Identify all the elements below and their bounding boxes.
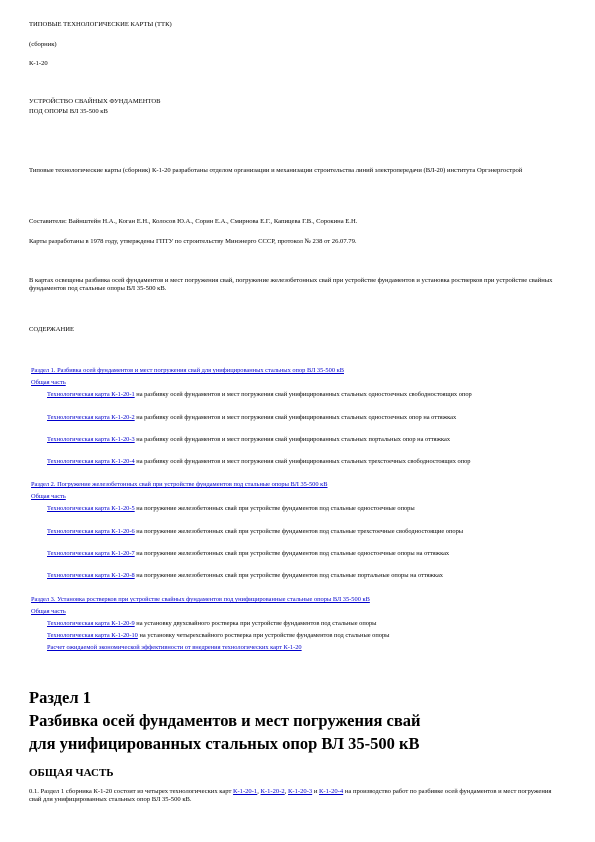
toc-s2-general-link[interactable]: Общая часть — [31, 493, 66, 500]
para-sep-1: , — [257, 788, 261, 795]
toc-k1-text: на разбивку осей фундаментов и мест погружения свай унифицированных стальных одностоечных свободностоящих опор — [134, 391, 472, 398]
toc-k5-link[interactable]: Технологическая карта К-1-20-5 — [47, 505, 135, 512]
toc-item-k4 — [47, 458, 565, 467]
toc-item-k10 — [47, 632, 565, 641]
toc-k1-link[interactable]: Технологическая карта К-1-20-1 — [47, 391, 135, 398]
para-sep-2: , — [284, 788, 289, 795]
toc-k3-text: на разбивку осей фундаментов и мест погружения свай унифицированных стальных портальных опор на оттяжках — [134, 436, 451, 443]
doc-title-line-2: ПОД ОПОРЫ ВЛ 35-500 кВ — [29, 108, 108, 115]
general-part-heading: ОБЩАЯ ЧАСТЬ — [29, 767, 114, 779]
authors-paragraph: Составители: Вайнштейн Н.А., Коган Е.Н., Колосов Ю.А., Сорин Е.А., Смирнова Е.Г., Капицева Г.В., Сорокина Е.Н. — [29, 218, 358, 225]
toc-k4-link[interactable]: Технологическая карта К-1-20-4 — [47, 458, 135, 465]
doc-title-line-1: УСТРОЙСТВО СВАЙНЫХ ФУНДАМЕНТОВ — [29, 98, 161, 105]
header-line-2: (сборник) — [29, 41, 57, 48]
para-link-k2[interactable]: К-1-20-2 — [260, 788, 285, 795]
toc-k5-text: на погружение железобетонных свай при устройстве фундаментов под стальные одностоечные опоры — [134, 505, 415, 512]
toc-item-k2 — [47, 414, 565, 423]
toc-calc-link[interactable]: Расчет ожидаемой экономической эффективности от внедрения технологических карт К-1-20 — [47, 644, 302, 651]
para-link-k3[interactable]: К-1-20-3 — [288, 788, 313, 795]
toc-section-1-link[interactable]: Раздел 1. Разбивка осей фундаментов и мест погружения свай для унифицированных стальных опор ВЛ 35-500 кВ — [31, 367, 344, 374]
toc-k9-link[interactable]: Технологическая карта К-1-20-9 — [47, 620, 135, 627]
toc-s1-general-link[interactable]: Общая часть — [31, 379, 66, 386]
para-text-end: на производство работ по разбивке осей фундаментов и мест погружения свай для унифицированных стальных опор ВЛ 35-500 кВ. — [29, 788, 552, 804]
toc-s1-general[interactable] — [31, 379, 565, 388]
toc-section-1[interactable] — [31, 367, 565, 376]
toc-k8-link[interactable]: Технологическая карта К-1-20-8 — [47, 572, 135, 579]
header-line-1: ТИПОВЫЕ ТЕХНОЛОГИЧЕСКИЕ КАРТЫ (ТТК) — [29, 21, 172, 28]
para-link-k1[interactable]: К-1-20-1 — [233, 788, 258, 795]
toc-k10-link[interactable]: Технологическая карта К-1-20-10 — [47, 632, 138, 639]
section-title-line-2: для унифицированных стальных опор ВЛ 35-500 кВ — [29, 734, 420, 753]
para-link-k4[interactable]: К-1-20-4 — [319, 788, 344, 795]
toc-k6-link[interactable]: Технологическая карта К-1-20-6 — [47, 528, 135, 535]
para-and: и — [312, 788, 320, 795]
section-number: Раздел 1 — [29, 688, 91, 707]
toc-item-k7 — [47, 550, 565, 559]
para-text-start: 0.1. Раздел 1 сборника К-1-20 состоит из четырех технологических карт — [29, 788, 234, 795]
toc-section-3[interactable] — [31, 596, 565, 605]
toc-section-2-link[interactable]: Раздел 2. Погружение железобетонных свай при устройстве фундаментов под стальные опоры ВЛ 35-500 кВ — [31, 481, 328, 488]
toc-s3-general-link[interactable]: Общая часть — [31, 608, 66, 615]
toc-item-k8 — [47, 572, 565, 581]
toc-s2-general[interactable] — [31, 493, 565, 502]
toc-k7-link[interactable]: Технологическая карта К-1-20-7 — [47, 550, 135, 557]
intro-paragraph: Типовые технологические карты (сборник) К-1-20 разработаны отделом организации и механизации строительства линий электропередачи (ВЛ-20) института Оргэнергострой — [29, 167, 523, 174]
toc-item-k1 — [47, 391, 565, 400]
toc-k4-text: на разбивку осей фундаментов и мест погружения свай унифицированных стальных трехстоечных свободностоящих опор — [134, 458, 471, 465]
section-title-line-1: Разбивка осей фундаментов и мест погружения свай — [29, 711, 421, 730]
toc-k7-text: на погружение железобетонных свай при устройстве фундаментов под стальные одностоечные опоры на оттяжках — [134, 550, 450, 557]
toc-k2-link[interactable]: Технологическая карта К-1-20-2 — [47, 414, 135, 421]
contents-heading: СОДЕРЖАНИЕ — [29, 326, 75, 333]
toc-k8-text: на погружение железобетонных свай при устройстве фундаментов под стальные портальные опоры на оттяжках — [134, 572, 443, 579]
scope-paragraph: В картах освещены разбивка осей фундаментов и мест погружения свай, погружение железобетонных свай при устройстве фундаментов и установка ростверков при устройстве свайных фундаментов под стальные опоры ВЛ 35-500 кВ. — [29, 277, 553, 293]
toc-k10-text: на установку четырехсвайного ростверка при устройстве фундаментов под стальные опоры — [137, 632, 390, 639]
toc-item-calc[interactable] — [47, 644, 565, 653]
toc-section-2[interactable] — [31, 481, 565, 490]
toc-item-k5 — [47, 505, 565, 514]
toc-section-3-link[interactable]: Раздел 3. Установка ростверков при устройстве свайных фундаментов под унифицированные стальные опоры ВЛ 35-500 кВ — [31, 596, 370, 603]
toc-item-k6 — [47, 528, 565, 537]
toc-k9-text: на установку двухсвайного ростверка при устройстве фундаментов под стальные опоры — [134, 620, 377, 627]
toc-s3-general[interactable] — [31, 608, 565, 617]
toc-k6-text: на погружение железобетонных свай при устройстве фундаментов под стальные трехстоечные свободностоящие опоры — [134, 528, 464, 535]
paragraph-0-1 — [29, 788, 559, 805]
header-line-3: К-1-20 — [29, 60, 48, 67]
toc-k2-text: на разбивку осей фундаментов и мест погружения свай унифицированных стальных одностоечных опор на оттяжках — [134, 414, 457, 421]
toc-item-k9 — [47, 620, 565, 629]
toc-item-k3 — [47, 436, 565, 445]
approval-paragraph: Карты разработаны в 1978 году, утверждены ГПТУ по строительству Минэнерго СССР, протокол № 238 от 26.07.79. — [29, 238, 357, 245]
toc-k3-link[interactable]: Технологическая карта К-1-20-3 — [47, 436, 135, 443]
